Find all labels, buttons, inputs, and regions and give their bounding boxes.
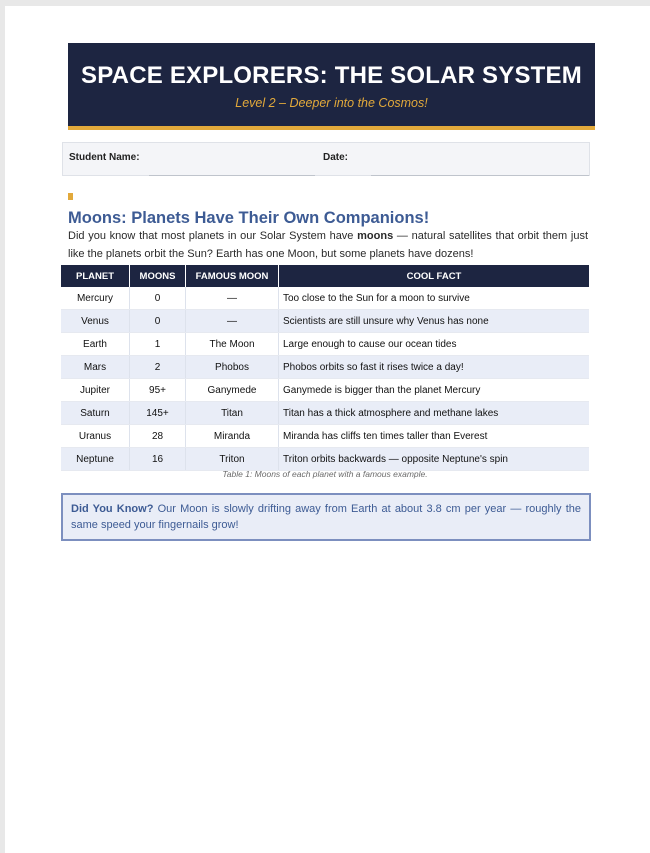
student-name-label: Student Name: — [69, 152, 140, 163]
table-row — [61, 402, 589, 425]
section-title: Moons: Planets Have Their Own Companions! — [68, 209, 430, 227]
cell-cool-fact: Titan has a thick atmosphere and methane lakes — [279, 402, 590, 425]
cell-famous-moon: Triton — [186, 448, 279, 471]
table-row — [61, 448, 589, 471]
section-accent — [68, 193, 73, 200]
table-row — [61, 356, 589, 379]
table-row — [61, 287, 589, 310]
cell-moons: 145+ — [130, 402, 186, 425]
table-row — [61, 333, 589, 356]
cell-planet: Mars — [61, 356, 130, 379]
date-field[interactable] — [371, 175, 589, 176]
date-label: Date: — [323, 152, 349, 163]
did-you-know-box — [61, 493, 591, 541]
cell-famous-moon: Miranda — [186, 425, 279, 448]
table-caption: Table 1: Moons of each planet with a famous example. — [222, 469, 428, 479]
cell-moons: 2 — [130, 356, 186, 379]
intro-text-start: Did you know that most planets in our Solar System have — [68, 230, 358, 242]
intro-bold-word: moons — [357, 230, 394, 242]
cell-cool-fact: Triton orbits backwards — opposite Neptune's spin — [279, 448, 590, 471]
cell-moons: 16 — [130, 448, 186, 471]
cell-famous-moon: Titan — [186, 402, 279, 425]
header-moons: MOONS — [130, 265, 186, 287]
cell-cool-fact: Ganymede is bigger than the planet Mercury — [279, 379, 590, 402]
cell-planet: Saturn — [61, 402, 130, 425]
cell-planet: Uranus — [61, 425, 130, 448]
cell-cool-fact: Miranda has cliffs ten times taller than Everest — [279, 425, 590, 448]
cell-cool-fact: Too close to the Sun for a moon to survive — [279, 287, 590, 310]
header-cool-fact: COOL FACT — [279, 265, 590, 287]
cell-famous-moon: — — [186, 287, 279, 310]
cell-famous-moon: Phobos — [186, 356, 279, 379]
cell-planet: Mercury — [61, 287, 130, 310]
cell-moons: 28 — [130, 425, 186, 448]
page-title: SPACE EXPLORERS: THE SOLAR SYSTEM — [81, 62, 582, 89]
cell-planet: Venus — [61, 310, 130, 333]
header-famous-moon: FAMOUS MOON — [186, 265, 279, 287]
intro-text-end: — natural satellites that orbit them just like the planets orbit the Sun? Earth has one Moon, but some planets have dozens! — [68, 230, 588, 260]
moons-table — [61, 265, 589, 471]
cell-planet: Neptune — [61, 448, 130, 471]
cell-moons: 1 — [130, 333, 186, 356]
did-you-know-text: Our Moon is slowly drifting away from Earth at about 3.8 cm per year — roughly the same speed your fingernails grow! — [71, 503, 581, 531]
intro-paragraph — [68, 227, 588, 263]
title-banner — [68, 43, 595, 130]
cell-moons: 0 — [130, 287, 186, 310]
student-name-field[interactable] — [149, 175, 315, 176]
page-subtitle: Level 2 – Deeper into the Cosmos! — [235, 96, 428, 110]
cell-planet: Earth — [61, 333, 130, 356]
student-info-box — [62, 142, 590, 176]
cell-famous-moon: — — [186, 310, 279, 333]
cell-cool-fact: Large enough to cause our ocean tides — [279, 333, 590, 356]
cell-famous-moon: Ganymede — [186, 379, 279, 402]
table-header-row — [61, 265, 589, 287]
header-planet: PLANET — [61, 265, 130, 287]
cell-cool-fact: Scientists are still unsure why Venus has none — [279, 310, 590, 333]
cell-cool-fact: Phobos orbits so fast it rises twice a day! — [279, 356, 590, 379]
did-you-know-label: Did You Know? — [71, 503, 154, 515]
table-row — [61, 425, 589, 448]
cell-moons: 95+ — [130, 379, 186, 402]
table-row — [61, 379, 589, 402]
cell-planet: Jupiter — [61, 379, 130, 402]
table-row — [61, 310, 589, 333]
cell-moons: 0 — [130, 310, 186, 333]
cell-famous-moon: The Moon — [186, 333, 279, 356]
